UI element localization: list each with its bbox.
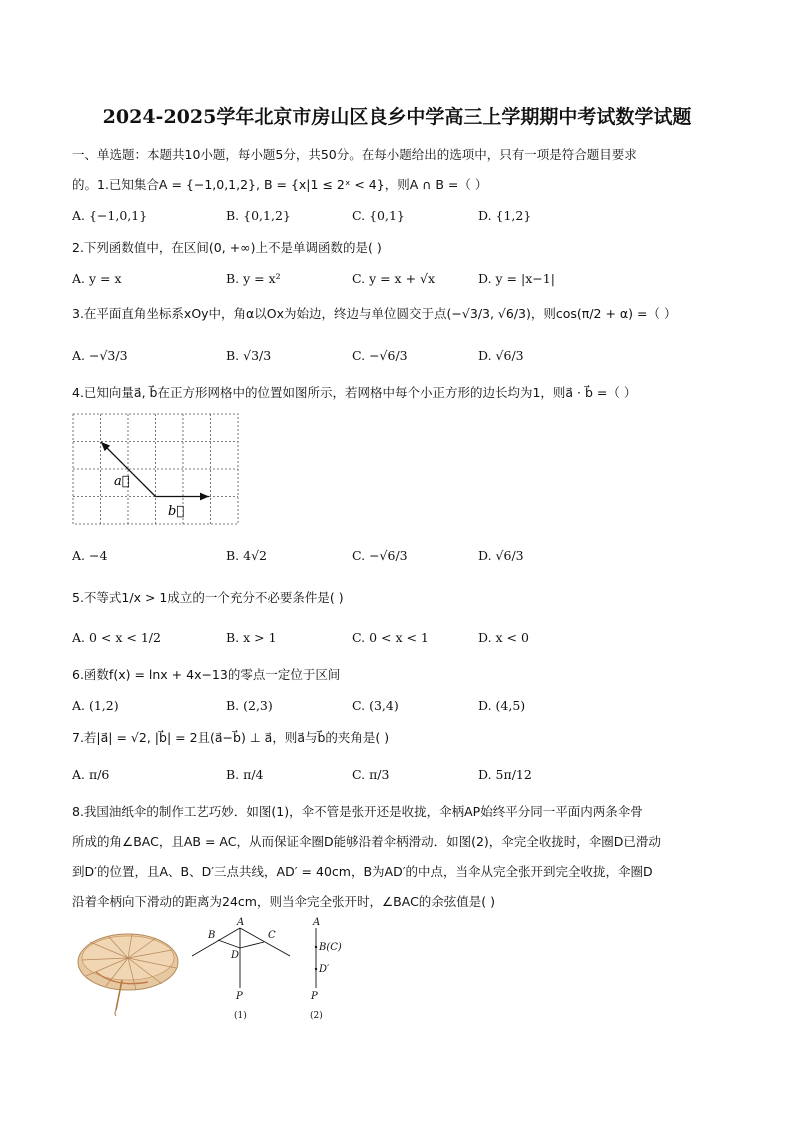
q3-option-a: A. −√3/3 bbox=[72, 348, 128, 363]
q3-stem-tail: ，则cos(π/2 + α) =（ ） bbox=[530, 306, 677, 321]
fig2-label-d: D′ bbox=[319, 964, 330, 975]
question-8-line-3: 到D′的位置，且A、B、D′三点共线，AD′ = 40cm，B为AD′的中点，当伞从完全张开到完全收拢，伞圈D bbox=[72, 864, 653, 879]
q1-option-b: B. {0,1,2} bbox=[226, 208, 291, 223]
q1-option-d: D. {1,2} bbox=[478, 208, 532, 223]
q6-option-c: C. (3,4) bbox=[352, 698, 399, 713]
section-header: 一、单选题：本题共10小题，每小题5分，共50分。在每小题给出的选项中，只有一项是符合题目要求 bbox=[72, 147, 637, 162]
fig1-label-d: D bbox=[231, 950, 240, 961]
question-8-line-4: 沿着伞柄向下滑动的距离为24cm，则当伞完全张开时，∠BAC的余弦值是( ) bbox=[72, 894, 496, 909]
question-3-stem bbox=[72, 306, 676, 321]
q4-option-c: C. −√6/3 bbox=[352, 548, 408, 563]
fig2-caption: (2) bbox=[310, 1011, 323, 1021]
q2-option-b: B. y = x² bbox=[226, 271, 281, 286]
q3-stem-point: (−√3/3, √6/3) bbox=[446, 306, 531, 321]
q4-option-a: A. −4 bbox=[72, 548, 108, 563]
q5-option-b: B. x > 1 bbox=[226, 630, 277, 645]
q5-option-a: A. 0 < x < 1/2 bbox=[72, 630, 161, 645]
q1-option-c: C. {0,1} bbox=[352, 208, 405, 223]
fig2-label-a: A bbox=[313, 917, 321, 928]
q7-option-c: C. π/3 bbox=[352, 767, 390, 782]
q4-option-b: B. 4√2 bbox=[226, 548, 268, 563]
question-6-stem: 6.函数f(x) = lnx + 4x−13的零点一定位于区间 bbox=[72, 667, 341, 682]
oil-paper-umbrella-image bbox=[76, 928, 186, 1018]
fig1-label-b: B bbox=[208, 930, 216, 941]
fig1-label-a: A bbox=[237, 917, 245, 928]
question-5-stem: 5.不等式1/x > 1成立的一个充分不必要条件是( ) bbox=[72, 590, 344, 605]
q6-option-b: B. (2,3) bbox=[226, 698, 273, 713]
q2-option-d: D. y = |x−1| bbox=[478, 271, 555, 286]
question-8-line-2: 所成的角∠BAC，且AB = AC，从而保证伞圈D能够沿着伞柄滑动．如图(2)，伞完全收拢时，伞圈D已滑动 bbox=[72, 834, 661, 849]
fig2-label-p: P bbox=[311, 991, 318, 1002]
q7-option-b: B. π/4 bbox=[226, 767, 264, 782]
page-title: 2024-2025学年北京市房山区良乡中学高三上学期期中考试数学试题 bbox=[102, 106, 692, 128]
q5-option-d: D. x < 0 bbox=[478, 630, 529, 645]
question-7-stem: 7.若|a⃗| = √2, |b⃗| = 2且(a⃗−b⃗) ⊥ a⃗，则a⃗与b⃗的夹角是( ) bbox=[72, 730, 390, 745]
q1-option-a: A. {−1,0,1} bbox=[72, 208, 148, 223]
question-4-stem: 4.已知向量a⃗, b⃗在正方形网格中的位置如图所示，若网格中每个小正方形的边长均为1，则a⃗ · b⃗ =（ ） bbox=[72, 385, 637, 400]
umbrella-diagram-2 bbox=[304, 918, 364, 1028]
q7-option-a: A. π/6 bbox=[72, 767, 110, 782]
grid-lines bbox=[73, 414, 238, 524]
fig1-label-p: P bbox=[236, 991, 243, 1002]
question-1-stem: 的。1.已知集合A = {−1,0,1,2}, B = {x|1 ≤ 2ˣ < 4}，则A ∩ B =（ ） bbox=[72, 177, 488, 192]
q6-option-d: D. (4,5) bbox=[478, 698, 526, 713]
fig1-label-c: C bbox=[268, 930, 276, 941]
q3-option-c: C. −√6/3 bbox=[352, 348, 408, 363]
vector-a-label: a⃗ bbox=[114, 474, 130, 489]
question-2-stem: 2.下列函数值中，在区间(0, +∞)上不是单调函数的是( ) bbox=[72, 240, 382, 255]
q4-option-d: D. √6/3 bbox=[478, 548, 524, 563]
fig1-caption: (1) bbox=[234, 1011, 247, 1021]
q5-option-c: C. 0 < x < 1 bbox=[352, 630, 429, 645]
q7-option-d: D. 5π/12 bbox=[478, 767, 532, 782]
fig2-label-bc: B(C) bbox=[319, 942, 342, 953]
q3-option-d: D. √6/3 bbox=[478, 348, 524, 363]
q2-option-a: A. y = x bbox=[72, 271, 122, 286]
q3-option-b: B. √3/3 bbox=[226, 348, 272, 363]
q6-option-a: A. (1,2) bbox=[72, 698, 119, 713]
q2-option-c: C. y = x + √x bbox=[352, 271, 436, 286]
question-8-line-1: 8.我国油纸伞的制作工艺巧妙．如图(1)，伞不管是张开还是收拢，伞柄AP始终平分同一平面内两条伞骨 bbox=[72, 804, 643, 819]
q3-stem-text: 3.在平面直角坐标系xOy中，角α以Ox为始边，终边与单位圆交于点 bbox=[72, 306, 447, 321]
vector-b-label: b⃗ bbox=[168, 504, 185, 519]
umbrella-diagram-1 bbox=[190, 918, 300, 1028]
vector-grid-figure bbox=[72, 413, 240, 525]
